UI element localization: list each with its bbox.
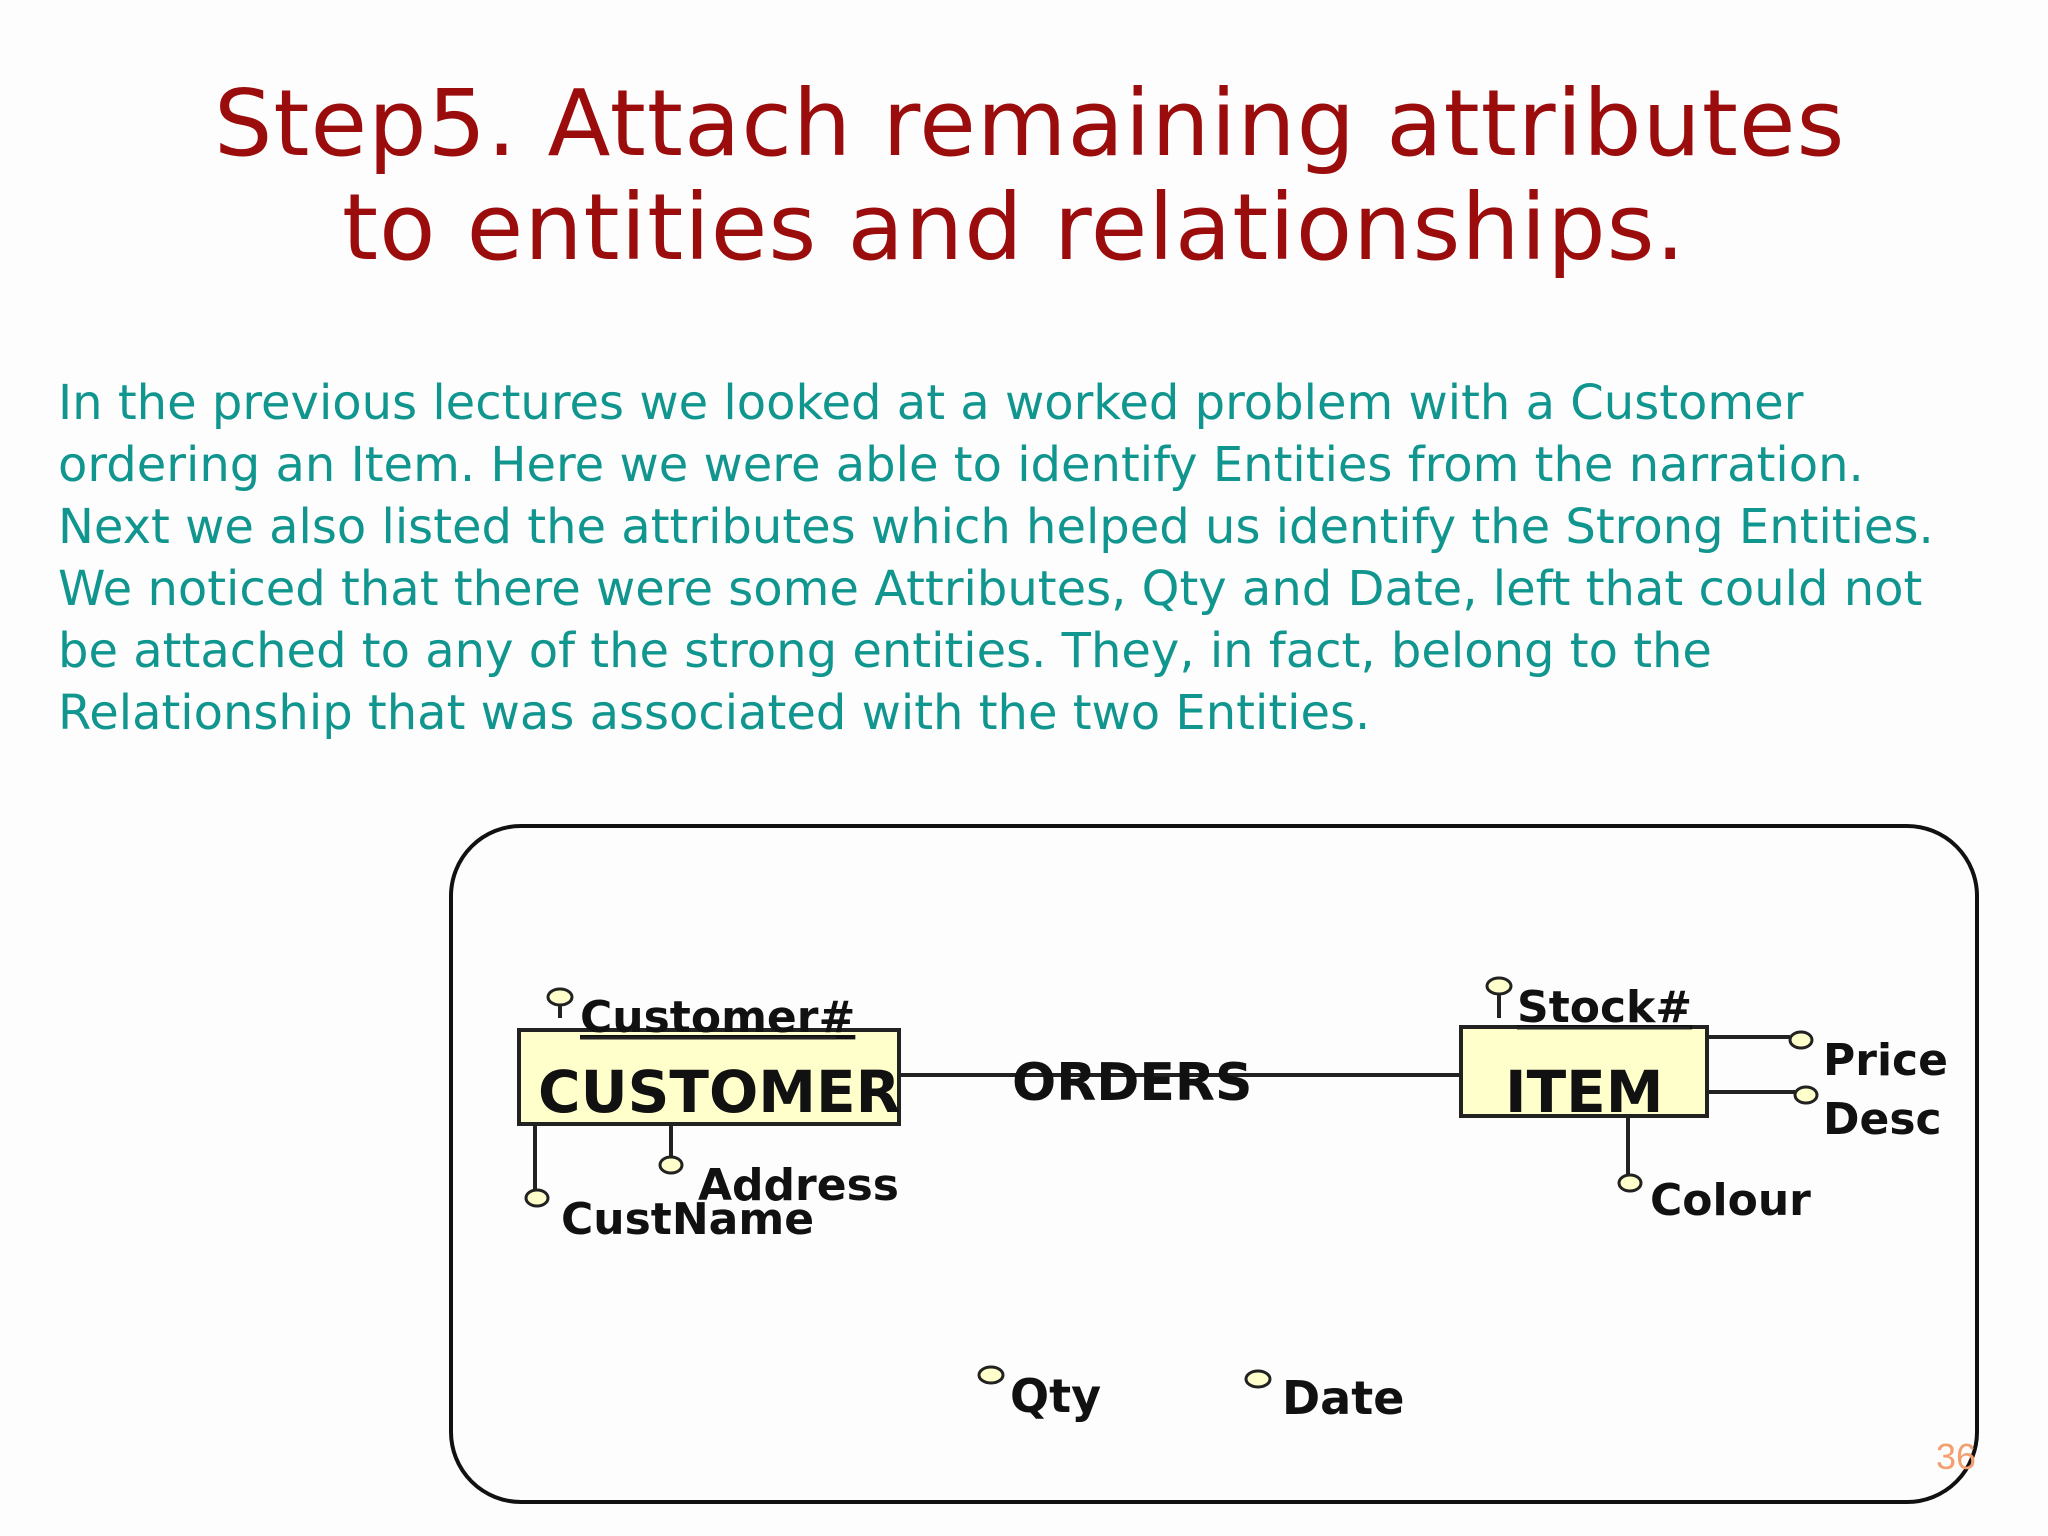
attribute-marker-icon bbox=[1619, 1175, 1641, 1191]
attribute-marker-icon bbox=[548, 989, 572, 1005]
attribute-marker-icon bbox=[1795, 1087, 1817, 1103]
attribute-marker-icon bbox=[1246, 1371, 1270, 1387]
body-line: be attached to any of the strong entities. They, in fact, belong to the bbox=[58, 623, 1712, 679]
body-line: Relationship that was associated with the two Entities. bbox=[58, 685, 1371, 741]
custname-attribute: CustName bbox=[561, 1194, 815, 1245]
attribute-marker-icon bbox=[1790, 1032, 1812, 1048]
price-attribute: Price bbox=[1823, 1035, 1948, 1086]
colour-attribute: Colour bbox=[1650, 1175, 1811, 1226]
customer-entity-label: CUSTOMER bbox=[538, 1058, 901, 1126]
body-line: We noticed that there were some Attributes, Qty and Date, left that could not bbox=[58, 561, 1923, 617]
date-attribute: Date bbox=[1282, 1371, 1405, 1425]
attribute-marker-icon bbox=[979, 1367, 1003, 1383]
body-line: In the previous lectures we looked at a worked problem with a Customer bbox=[58, 375, 1804, 431]
body-line: Next we also listed the attributes which helped us identify the Strong Entities. bbox=[58, 499, 1934, 555]
qty-attribute: Qty bbox=[1010, 1369, 1102, 1423]
attribute-marker-icon bbox=[526, 1190, 548, 1206]
desc-attribute: Desc bbox=[1823, 1094, 1942, 1145]
address-attribute: Address bbox=[698, 1160, 899, 1211]
attribute-marker-icon bbox=[1487, 978, 1511, 994]
customer-key-attribute: Customer# bbox=[580, 992, 856, 1043]
page-number: 36 bbox=[1936, 1436, 1977, 1477]
slide-title-line-2: to entities and relationships. bbox=[342, 174, 1686, 281]
attribute-marker-icon bbox=[660, 1157, 682, 1173]
item-key-attribute: Stock# bbox=[1517, 982, 1693, 1033]
body-line: ordering an Item. Here we were able to identify Entities from the narration. bbox=[58, 437, 1864, 493]
slide-title-line-1: Step5. Attach remaining attributes bbox=[214, 70, 1846, 177]
item-entity-label: ITEM bbox=[1505, 1058, 1664, 1126]
orders-relationship-label: ORDERS bbox=[1012, 1053, 1253, 1113]
